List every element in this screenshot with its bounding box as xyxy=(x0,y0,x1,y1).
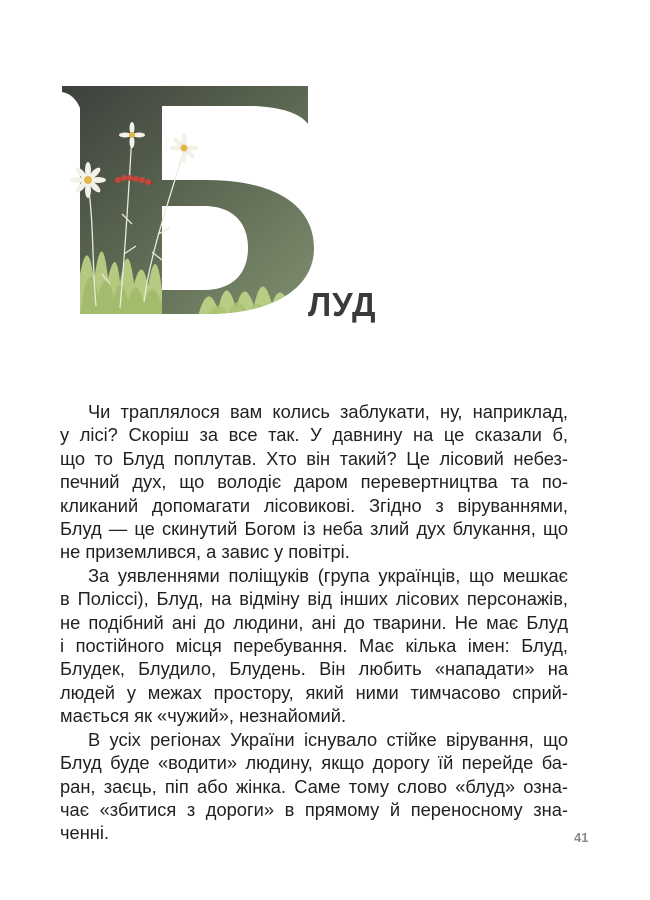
text-line: Блудек, Блудило, Блудень. Він любить «нападати» на xyxy=(60,658,568,680)
text-line: людей у межах простору, який ними тимчасово сприй- xyxy=(60,681,568,703)
text-line: чає «збитися з дороги» в прямому й переносному зна- xyxy=(60,798,568,820)
paragraph-3 xyxy=(60,728,568,845)
text-line: За уявленнями поліщуків (група українців, що мешкає xyxy=(88,564,568,586)
daisy-flower-right xyxy=(169,133,199,163)
text-line: у лісі? Скоріш за все так. У давнину на це сказали б, xyxy=(60,424,568,446)
article-body xyxy=(60,400,568,845)
text-line: не приземлився, а завис у повітрі. xyxy=(60,541,350,563)
text-line: не подібний ані до людини, ані до тварини. Не має Блуд xyxy=(60,611,568,633)
text-line: ченні. xyxy=(60,822,110,844)
text-line: кликаний допомагати лісовикові. Згідно з віруваннями, xyxy=(60,494,568,516)
text-line: в Поліссі), Блуд, на відміну від інших лісових персонажів, xyxy=(60,588,568,610)
paragraph-2 xyxy=(60,564,568,728)
text-line: Блуд — це скинутий Богом із неба злий дух блукання, що xyxy=(60,518,568,540)
text-line: що то Блуд поплутав. Хто він такий? Це лісовий небез- xyxy=(60,447,568,469)
text-line: В усіх регіонах України існувало стійке вірування, що xyxy=(88,728,568,750)
text-line: печний дух, що володіє даром перевертництва та по- xyxy=(60,471,568,493)
paragraph-1 xyxy=(60,400,568,564)
page-number: 41 xyxy=(574,830,589,845)
article-heading: ЛУД xyxy=(308,286,377,323)
text-line: Чи траплялося вам колись заблукати, ну, наприклад, xyxy=(88,401,568,422)
text-line: мається як «чужий», незнайомий. xyxy=(60,705,347,727)
text-line: ран, заєць, піп або жінка. Саме тому слово «блуд» озна- xyxy=(60,775,568,797)
initial-letter-illustration xyxy=(58,84,314,316)
text-line: і постійного місця перебування. Має кілька імен: Блуд, xyxy=(60,635,568,657)
text-line: Блуд буде «водити» людину, якщо дорогу їй перейде ба- xyxy=(60,752,568,774)
